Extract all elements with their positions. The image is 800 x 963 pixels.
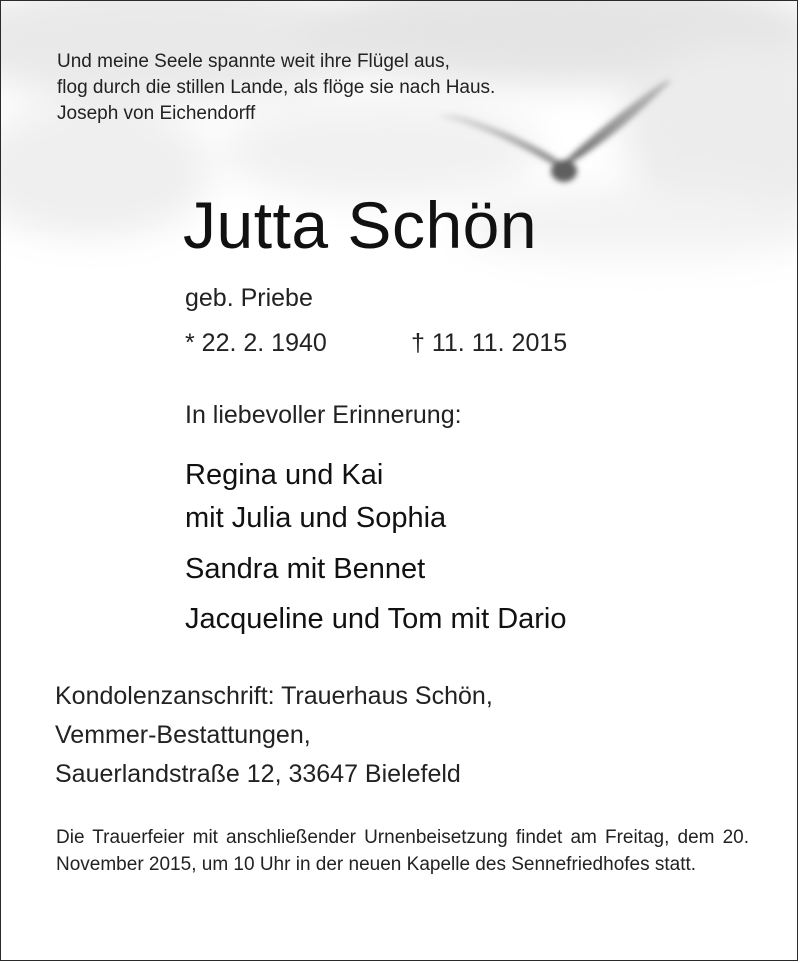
mourner-line: mit Julia und Sophia <box>185 502 447 534</box>
poem-author: Joseph von Eichendorff <box>57 103 256 124</box>
life-dates <box>185 327 568 359</box>
memory-heading: In liebevoller Erinnerung: <box>185 401 462 429</box>
birth-name: geb. Priebe <box>185 284 313 312</box>
address-line: Kondolenzanschrift: Trauerhaus Schön, <box>55 682 493 710</box>
mourner-line: Jacqueline und Tom mit Dario <box>185 603 567 635</box>
address-line: Sauerlandstraße 12, 33647 Bielefeld <box>55 760 461 788</box>
poem-quote <box>57 49 495 127</box>
death-date: † 11. 11. 2015 <box>411 329 568 357</box>
mourner-line: Sandra mit Bennet <box>185 553 426 585</box>
condolence-address <box>55 677 493 794</box>
address-line: Vemmer-Bestattungen, <box>55 721 311 749</box>
mourner-line: Regina und Kai <box>185 459 384 491</box>
ceremony-info <box>56 824 749 878</box>
ceremony-text: Die Trauerfeier mit anschließender Urnenbeisetzung findet am Freitag, dem 20. November 2015, um 10 Uhr in der neuen Kapelle des Sennefriedhofes statt. <box>56 827 749 875</box>
poem-line: flog durch die stillen Lande, als flöge sie nach Haus. <box>57 77 496 98</box>
birth-date: * 22. 2. 1940 <box>185 329 327 357</box>
poem-line: Und meine Seele spannte weit ihre Flügel aus, <box>57 51 450 72</box>
deceased-name: Jutta Schön <box>183 188 538 262</box>
